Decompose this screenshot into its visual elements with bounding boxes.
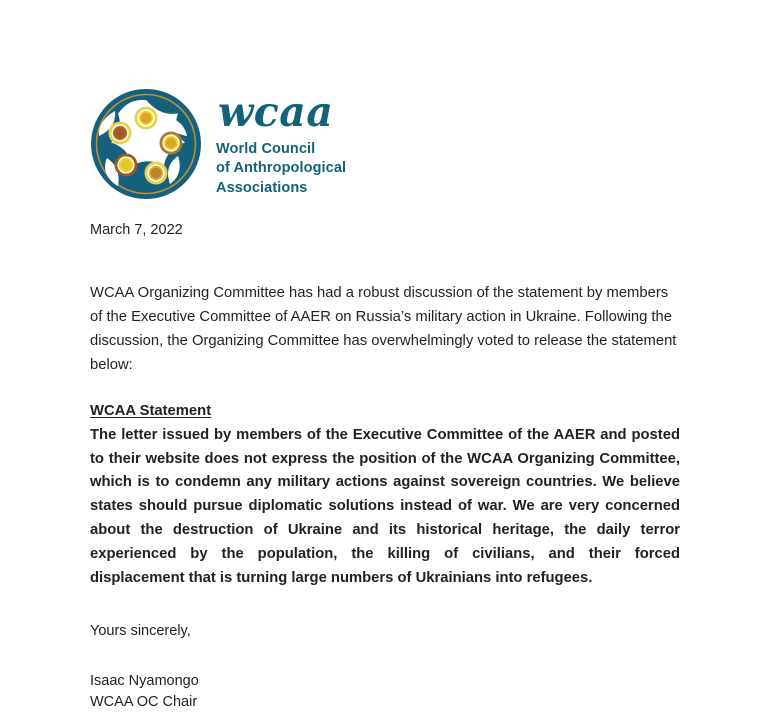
signer-title: WCAA OC Chair: [90, 693, 198, 710]
intro-paragraph: WCAA Organizing Committee has had a robust discussion of the statement by members of the Executive Committee of AAER on Russia’s military action in Ukraine. Following the discussion, the Organizing Committee has overwhelmingly voted to release the statement below:: [90, 284, 677, 373]
closing-salutation: Yours sincerely,: [90, 623, 191, 640]
wcaa-tagline: [216, 140, 346, 197]
wcaa-wordmark: wcaa: [218, 88, 334, 137]
letter-body: [90, 220, 680, 712]
emblem-dot-right: [160, 132, 183, 155]
signature-block: [90, 671, 680, 712]
tagline-line-2: of Anthropological: [216, 160, 347, 177]
emblem-dot-top: [135, 107, 158, 130]
tagline-line-1: World Council: [216, 141, 316, 158]
statement-paragraph: The letter issued by members of the Executive Committee of the AAER and posted to their website does not express the position of the WCAA Organizing Committee, which is to condemn any military actions against sovereign countries. We believe states should pursue diplomatic solutions instead of war. We are very concerned about the destruction of Ukraine and its historical heritage, the daily terror experienced by the population, the killing of civilians, and their forced displacement that is turning large numbers of Ukrainians into refugees.: [90, 426, 680, 587]
emblem-dot-upper-left: [109, 122, 132, 145]
letterhead-wordmark-block: [216, 90, 346, 197]
emblem-dot-bottom: [145, 162, 168, 185]
statement-section: [90, 400, 680, 592]
signer-name: Isaac Nyamongo: [90, 673, 199, 690]
statement-heading: WCAA Statement: [90, 402, 212, 419]
wcaa-circular-emblem-icon: [90, 88, 202, 200]
tagline-line-3: Associations: [216, 179, 308, 196]
letterhead: [90, 88, 346, 200]
letter-date: March 7, 2022: [90, 222, 183, 238]
emblem-dot-lower-left: [115, 154, 138, 177]
